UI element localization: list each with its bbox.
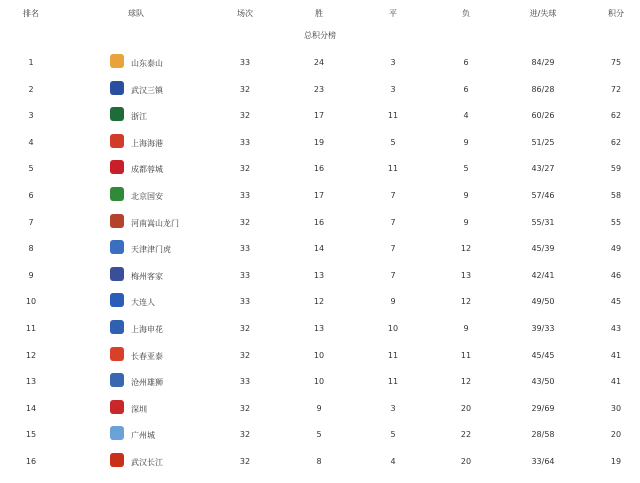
rank-cell: 10 bbox=[25, 297, 37, 307]
rank-cell: 9 bbox=[28, 270, 34, 280]
team-logo-icon bbox=[110, 267, 124, 281]
win-cell: 17 bbox=[313, 111, 325, 121]
win-cell: 17 bbox=[313, 190, 325, 200]
table-row[interactable] bbox=[0, 342, 640, 369]
points-cell: 62 bbox=[610, 111, 622, 121]
loss-cell: 9 bbox=[463, 323, 469, 333]
goals-cell: 43/50 bbox=[531, 377, 555, 387]
team-name[interactable]: 梅州客家 bbox=[131, 271, 163, 281]
col-loss-header: 负 bbox=[462, 9, 470, 18]
played-cell: 33 bbox=[239, 270, 251, 280]
goals-cell: 39/33 bbox=[531, 323, 555, 333]
table-row[interactable] bbox=[0, 209, 640, 236]
table-row[interactable] bbox=[0, 421, 640, 448]
col-points-header: 积分 bbox=[608, 9, 624, 18]
loss-cell: 12 bbox=[460, 377, 472, 387]
win-cell: 10 bbox=[313, 350, 325, 360]
loss-cell: 20 bbox=[460, 403, 472, 413]
goals-cell: 57/46 bbox=[531, 190, 555, 200]
points-cell: 46 bbox=[610, 270, 622, 280]
points-cell: 41 bbox=[610, 350, 622, 360]
draw-cell: 3 bbox=[390, 403, 396, 413]
team-logo-icon bbox=[110, 107, 124, 121]
table-header bbox=[0, 0, 640, 24]
played-cell: 32 bbox=[239, 217, 251, 227]
win-cell: 13 bbox=[313, 323, 325, 333]
loss-cell: 9 bbox=[463, 217, 469, 227]
goals-cell: 29/69 bbox=[531, 403, 555, 413]
loss-cell: 6 bbox=[463, 58, 469, 67]
table-body bbox=[0, 49, 640, 475]
rank-cell: 8 bbox=[28, 244, 34, 254]
rank-cell: 7 bbox=[28, 217, 34, 227]
table-row[interactable] bbox=[0, 395, 640, 422]
played-cell: 33 bbox=[239, 297, 251, 307]
points-cell: 55 bbox=[610, 217, 622, 227]
table-subtitle bbox=[0, 24, 640, 49]
win-cell: 10 bbox=[313, 377, 325, 387]
team-logo-icon bbox=[110, 320, 124, 334]
loss-cell: 9 bbox=[463, 137, 469, 147]
loss-cell: 22 bbox=[460, 430, 472, 440]
draw-cell: 7 bbox=[390, 217, 396, 227]
table-row[interactable] bbox=[0, 288, 640, 315]
points-cell: 43 bbox=[610, 323, 622, 333]
played-cell: 32 bbox=[239, 430, 251, 440]
team-logo-icon bbox=[110, 160, 124, 174]
team-name[interactable]: 深圳 bbox=[131, 404, 147, 414]
team-logo-icon bbox=[110, 373, 124, 387]
rank-cell: 12 bbox=[25, 350, 37, 360]
team-name[interactable]: 上海申花 bbox=[131, 324, 163, 334]
goals-cell: 86/28 bbox=[531, 84, 555, 94]
draw-cell: 3 bbox=[390, 84, 396, 94]
team-name[interactable]: 广州城 bbox=[131, 431, 155, 441]
points-cell: 75 bbox=[610, 58, 622, 67]
points-cell: 59 bbox=[610, 164, 622, 174]
team-name[interactable]: 武汉长江 bbox=[131, 457, 163, 467]
team-logo-icon bbox=[110, 426, 124, 440]
win-cell: 19 bbox=[313, 137, 325, 147]
loss-cell: 11 bbox=[460, 350, 472, 360]
played-cell: 32 bbox=[239, 350, 251, 360]
team-name[interactable]: 武汉三镇 bbox=[131, 85, 163, 95]
team-logo-icon bbox=[110, 293, 124, 307]
team-name[interactable]: 沧州雄狮 bbox=[131, 378, 163, 388]
points-cell: 41 bbox=[610, 377, 622, 387]
draw-cell: 7 bbox=[390, 244, 396, 254]
rank-cell: 13 bbox=[25, 377, 37, 387]
team-logo-icon bbox=[110, 347, 124, 361]
team-name[interactable]: 大连人 bbox=[131, 298, 155, 308]
loss-cell: 12 bbox=[460, 244, 472, 254]
team-logo-icon bbox=[110, 187, 124, 201]
draw-cell: 7 bbox=[390, 270, 396, 280]
table-row[interactable] bbox=[0, 315, 640, 342]
played-cell: 33 bbox=[239, 190, 251, 200]
win-cell: 24 bbox=[313, 58, 325, 67]
draw-cell: 11 bbox=[387, 111, 399, 121]
team-name[interactable]: 河南嵩山龙门 bbox=[131, 218, 179, 228]
team-name[interactable]: 上海海港 bbox=[131, 138, 163, 148]
draw-cell: 3 bbox=[390, 58, 396, 67]
goals-cell: 60/26 bbox=[531, 111, 555, 121]
played-cell: 33 bbox=[239, 137, 251, 147]
team-name[interactable]: 成都蓉城 bbox=[131, 165, 163, 175]
col-team-header: 球队 bbox=[128, 9, 144, 18]
table-row[interactable] bbox=[0, 49, 640, 76]
rank-cell: 16 bbox=[25, 456, 37, 466]
loss-cell: 9 bbox=[463, 190, 469, 200]
draw-cell: 9 bbox=[390, 297, 396, 307]
draw-cell: 5 bbox=[390, 137, 396, 147]
goals-cell: 51/25 bbox=[531, 137, 555, 147]
rank-cell: 15 bbox=[25, 430, 37, 440]
table-row[interactable] bbox=[0, 129, 640, 156]
goals-cell: 55/31 bbox=[531, 217, 555, 227]
goals-cell: 45/45 bbox=[531, 350, 555, 360]
rank-cell: 14 bbox=[25, 403, 37, 413]
win-cell: 23 bbox=[313, 84, 325, 94]
points-cell: 30 bbox=[610, 403, 622, 413]
table-row[interactable] bbox=[0, 368, 640, 395]
team-name[interactable]: 山东泰山 bbox=[131, 59, 163, 68]
loss-cell: 6 bbox=[463, 84, 469, 94]
goals-cell: 33/64 bbox=[531, 456, 555, 466]
goals-cell: 42/41 bbox=[531, 270, 555, 280]
rank-cell: 3 bbox=[28, 111, 34, 121]
table-row[interactable] bbox=[0, 182, 640, 209]
played-cell: 32 bbox=[239, 84, 251, 94]
win-cell: 13 bbox=[313, 270, 325, 280]
draw-cell: 10 bbox=[387, 323, 399, 333]
team-logo-icon bbox=[110, 81, 124, 95]
rank-cell: 11 bbox=[25, 323, 37, 333]
points-cell: 49 bbox=[610, 244, 622, 254]
table-row[interactable] bbox=[0, 262, 640, 289]
played-cell: 33 bbox=[239, 244, 251, 254]
win-cell: 5 bbox=[316, 430, 322, 440]
team-name[interactable]: 天津津门虎 bbox=[131, 245, 171, 255]
draw-cell: 7 bbox=[390, 190, 396, 200]
goals-cell: 43/27 bbox=[531, 164, 555, 174]
rank-cell: 2 bbox=[28, 84, 34, 94]
table-row[interactable] bbox=[0, 102, 640, 129]
table-row[interactable] bbox=[0, 448, 640, 475]
loss-cell: 12 bbox=[460, 297, 472, 307]
team-name[interactable]: 浙江 bbox=[131, 112, 147, 122]
played-cell: 33 bbox=[239, 377, 251, 387]
rank-cell: 5 bbox=[28, 164, 34, 174]
subtitle-label: 总积分榜 bbox=[304, 31, 336, 40]
col-played-header: 场次 bbox=[237, 9, 253, 18]
win-cell: 14 bbox=[313, 244, 325, 254]
draw-cell: 11 bbox=[387, 164, 399, 174]
points-cell: 20 bbox=[610, 430, 622, 440]
goals-cell: 49/50 bbox=[531, 297, 555, 307]
loss-cell: 13 bbox=[460, 270, 472, 280]
rank-cell: 1 bbox=[28, 58, 34, 67]
played-cell: 32 bbox=[239, 403, 251, 413]
win-cell: 16 bbox=[313, 164, 325, 174]
rank-cell: 4 bbox=[28, 137, 34, 147]
table-row[interactable] bbox=[0, 76, 640, 103]
played-cell: 32 bbox=[239, 456, 251, 466]
win-cell: 16 bbox=[313, 217, 325, 227]
col-rank-header: 排名 bbox=[23, 9, 39, 18]
goals-cell: 28/58 bbox=[531, 430, 555, 440]
loss-cell: 5 bbox=[463, 164, 469, 174]
table-row[interactable] bbox=[0, 155, 640, 182]
points-cell: 45 bbox=[610, 297, 622, 307]
goals-cell: 45/39 bbox=[531, 244, 555, 254]
team-logo-icon bbox=[110, 453, 124, 467]
points-cell: 62 bbox=[610, 137, 622, 147]
win-cell: 9 bbox=[316, 403, 322, 413]
points-cell: 19 bbox=[610, 456, 622, 466]
team-name[interactable]: 长春亚泰 bbox=[131, 351, 163, 361]
col-goals-header: 进/失球 bbox=[529, 9, 557, 18]
team-logo-icon bbox=[110, 134, 124, 148]
team-name[interactable]: 北京国安 bbox=[131, 191, 163, 201]
points-cell: 72 bbox=[610, 84, 622, 94]
points-cell: 58 bbox=[610, 190, 622, 200]
played-cell: 33 bbox=[239, 58, 251, 67]
draw-cell: 4 bbox=[390, 456, 396, 466]
goals-cell: 84/29 bbox=[531, 58, 555, 67]
win-cell: 12 bbox=[313, 297, 325, 307]
draw-cell: 5 bbox=[390, 430, 396, 440]
draw-cell: 11 bbox=[387, 350, 399, 360]
played-cell: 32 bbox=[239, 111, 251, 121]
team-logo-icon bbox=[110, 54, 124, 68]
win-cell: 8 bbox=[316, 456, 322, 466]
col-draw-header: 平 bbox=[389, 9, 397, 18]
team-logo-icon bbox=[110, 400, 124, 414]
played-cell: 32 bbox=[239, 164, 251, 174]
team-logo-icon bbox=[110, 240, 124, 254]
draw-cell: 11 bbox=[387, 377, 399, 387]
played-cell: 32 bbox=[239, 323, 251, 333]
team-logo-icon bbox=[110, 214, 124, 228]
loss-cell: 20 bbox=[460, 456, 472, 466]
loss-cell: 4 bbox=[463, 111, 469, 121]
table-row[interactable] bbox=[0, 235, 640, 262]
rank-cell: 6 bbox=[28, 190, 34, 200]
col-win-header: 胜 bbox=[315, 9, 323, 18]
